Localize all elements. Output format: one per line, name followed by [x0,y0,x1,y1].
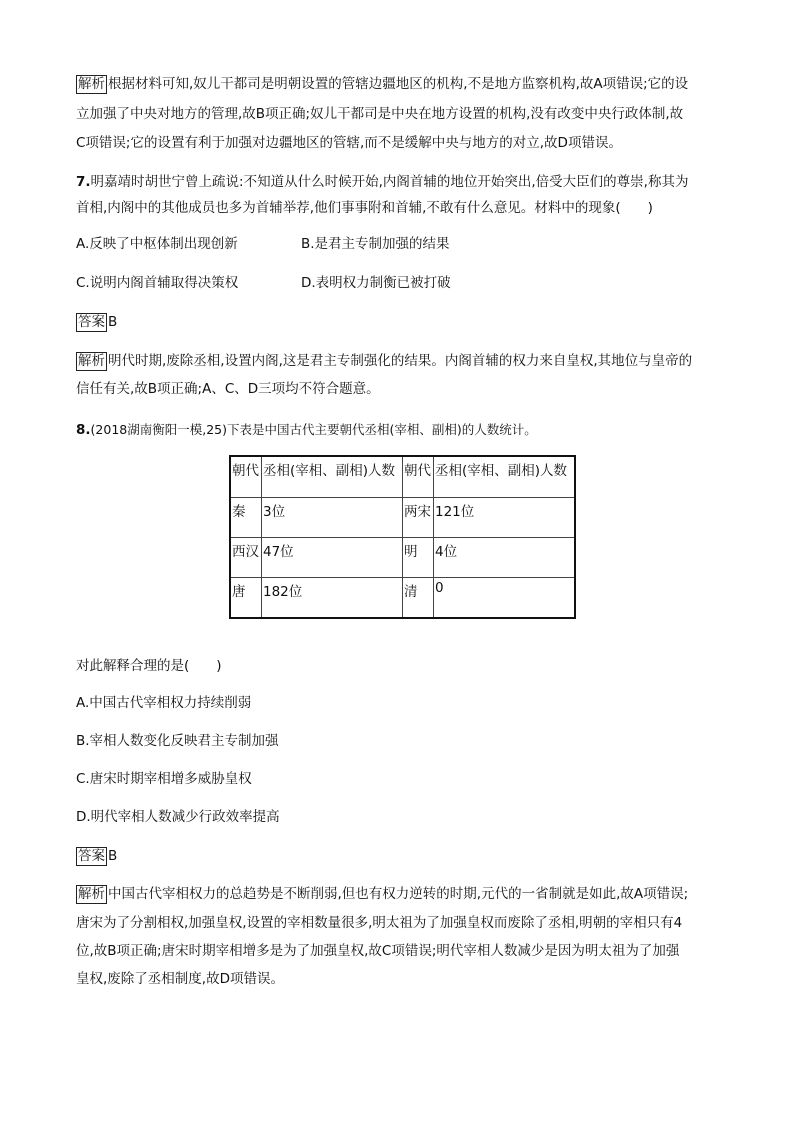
analysis-tag: 解析 [78,353,105,369]
q8-analysis-line1 [76,884,688,904]
table-cell: 47位 [262,538,403,578]
q8-number: 8. [76,422,91,438]
q8-stem-text: (2018湖南衡阳一模,25)下表是中国古代主要朝代丞相(宰相、副相)的人数统计。 [90,422,537,437]
table-header-cell: 朝代 [230,456,262,498]
table-cell: 两宋 [403,498,434,538]
table-cell: 清 [403,578,434,619]
q7-analysis-line1 [76,351,692,371]
table-cell: 明 [403,538,434,578]
q6-analysis-text-1: 根据材料可知,奴儿干都司是明朝设置的管辖边疆地区的机构,不是地方监察机构,故A项错误;它的设 [108,76,689,92]
table-row [230,498,575,538]
analysis-tag: 解析 [78,886,105,902]
q7-number: 7. [76,174,91,190]
chancellor-count-table [229,455,576,619]
q7-stem-line2: 首相,内阁中的其他成员也多为首辅举荐,他们事事附和首辅,不敢有什么意见。材料中的现象( ) [76,200,653,216]
q7-option-a: A.反映了中枢体制出现创新 [76,236,238,252]
table-header-cell: 丞相(宰相、副相)人数 [262,456,403,498]
table-cell: 西汉 [230,538,262,578]
q8-option-a: A.中国古代宰相权力持续削弱 [76,695,252,711]
q8-option-b: B.宰相人数变化反映君主专制加强 [76,733,279,749]
table-header-cell: 朝代 [403,456,434,498]
analysis-tag: 解析 [78,76,105,92]
q8-question: 对此解释合理的是( ) [76,658,222,674]
table-row [230,538,575,578]
table-header-row [230,456,575,498]
q8-option-d: D.明代宰相人数减少行政效率提高 [76,809,280,825]
q8-answer [76,846,117,866]
q7-answer-value: B [108,314,118,330]
answer-tag: 答案 [78,848,105,864]
table-row [230,578,575,619]
q8-analysis-line2: 唐宋为了分割相权,加强皇权,设置的宰相数量很多,明太祖为了加强皇权而废除了丞相,明朝的宰相只有4 [76,915,683,931]
table-cell: 182位 [262,578,403,619]
q7-answer [76,312,117,332]
q8-stem [76,420,537,440]
q8-answer-value: B [108,848,118,864]
q7-option-b: B.是君主专制加强的结果 [301,236,450,252]
table-cell: 3位 [262,498,403,538]
table-cell: 秦 [230,498,262,538]
q6-analysis-line3: C项错误;它的设置有利于加强对边疆地区的管辖,而不是缓解中央与地方的对立,故D项错误。 [76,135,622,151]
q7-option-c: C.说明内阁首辅取得决策权 [76,275,239,291]
q8-analysis-line4: 皇权,废除了丞相制度,故D项错误。 [76,971,284,987]
q7-stem-line1 [76,172,688,192]
q7-analysis-text-1: 明代时期,废除丞相,设置内阁,这是君主专制强化的结果。内阁首辅的权力来自皇权,其地位与皇帝的 [108,353,693,369]
q7-option-d: D.表明权力制衡已被打破 [301,275,451,291]
q6-analysis-line1 [76,74,688,94]
table-cell: 4位 [434,538,576,578]
q7-stem-text-1: 明嘉靖时胡世宁曾上疏说:不知道从什么时候开始,内阁首辅的地位开始突出,倍受大臣们的尊崇,称其为 [90,174,689,190]
table-cell: 121位 [434,498,576,538]
q8-option-c: C.唐宋时期宰相增多威胁皇权 [76,771,252,787]
table-cell: 唐 [230,578,262,619]
q6-analysis-line2: 立加强了中央对地方的管理,故B项正确;奴儿干都司是中央在地方设置的机构,没有改变中央行政体制,故 [76,106,684,122]
table-header-cell: 丞相(宰相、副相)人数 [434,456,576,498]
q8-analysis-line3: 位,故B项正确;唐宋时期宰相增多是为了加强皇权,故C项错误;明代宰相人数减少是因为明太祖为了加强 [76,943,680,959]
q7-analysis-line2: 信任有关,故B项正确;A、C、D三项均不符合题意。 [76,381,380,397]
answer-tag: 答案 [78,314,105,330]
q8-analysis-text-1: 中国古代宰相权力的总趋势是不断削弱,但也有权力逆转的时期,元代的一省制就是如此,故A项错误; [108,886,689,902]
table-cell: 0 [434,578,576,619]
